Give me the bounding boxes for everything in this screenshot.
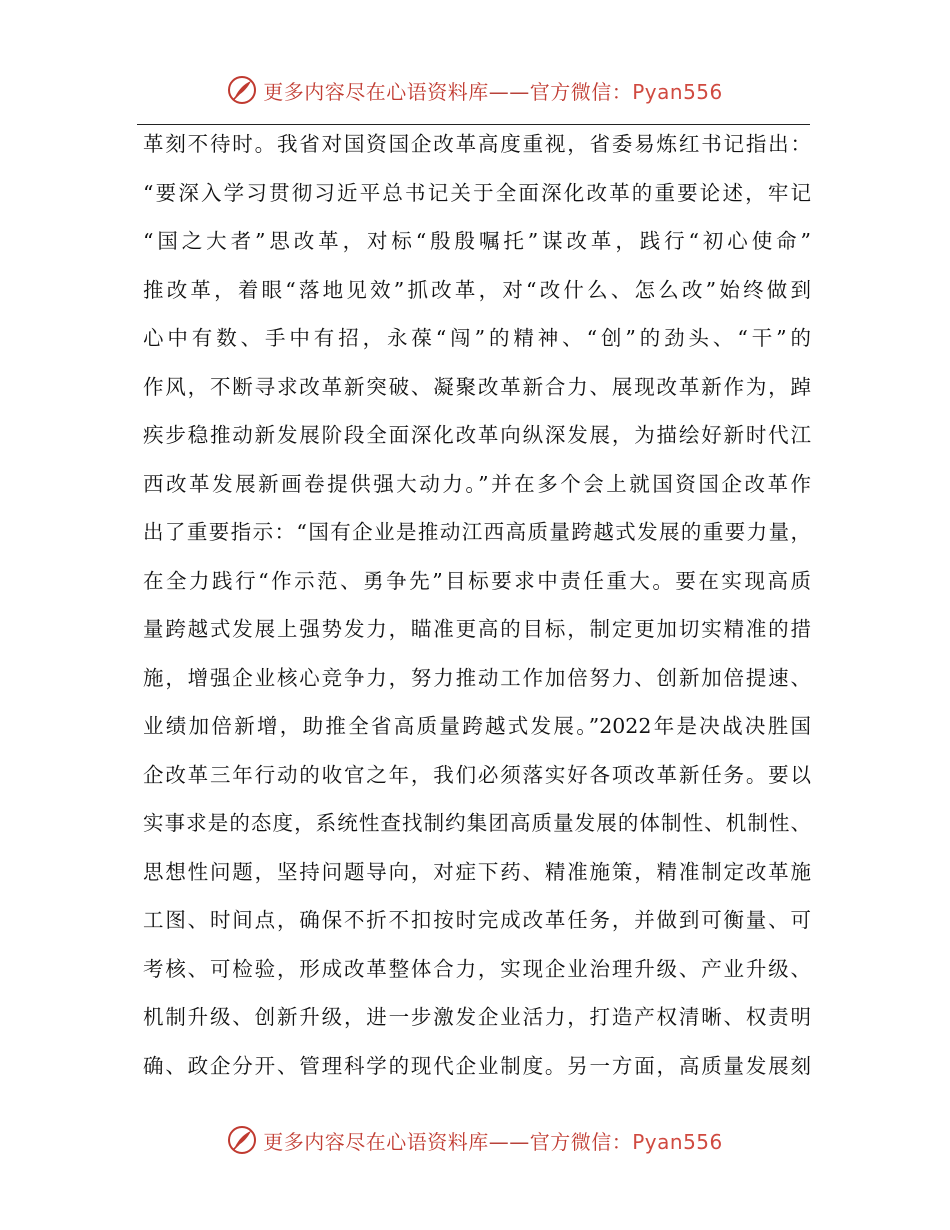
- body-line: 出了重要指示：“国有企业是推动江西高质量跨越式发展的重要力量，: [143, 520, 811, 544]
- banner-separator: ——: [488, 79, 530, 104]
- banner-text: [263, 1126, 723, 1155]
- body-line: 疾步稳推动新发展阶段全面深化改革向纵深发展，为描绘好新时代江: [143, 423, 811, 447]
- body-line: 在全力践行“作示范、勇争先”目标要求中责任重大。要在实现高质: [143, 568, 811, 593]
- banner-wechat-label: 官方微信：: [529, 1129, 633, 1154]
- header-banner: [0, 70, 950, 110]
- banner-wechat-label: 官方微信：: [529, 79, 633, 104]
- body-line: 作风，不断寻求改革新突破、凝聚改革新合力、展现改革新作为，踔: [143, 374, 811, 399]
- body-line: 革刻不待时。我省对国资国企改革高度重视，省委易炼红书记指出：: [143, 132, 811, 156]
- quill-logo-icon: [227, 75, 257, 105]
- banner-text: [263, 76, 723, 105]
- body-line: 企改革三年行动的收官之年，我们必须落实好各项改革新任务。要以: [143, 762, 811, 787]
- body-line: 西改革发展新画卷提供强大动力。”并在多个会上就国资国企改革作: [143, 471, 811, 496]
- body-line: 机制升级、创新升级，进一步激发企业活力，打造产权清晰、权责明: [143, 1005, 811, 1029]
- body-line: “要深入学习贯彻习近平总书记关于全面深化改革的重要论述，牢记: [143, 180, 811, 205]
- body-line: 业绩加倍新增，助推全省高质量跨越式发展。”2022年是决战决胜国: [143, 714, 811, 738]
- quill-logo-icon: [227, 1125, 257, 1155]
- body-line: 实事求是的态度，系统性查找制约集团高质量发展的体制性、机制性、: [143, 811, 811, 835]
- banner-slogan: 更多内容尽在心语资料库: [263, 79, 489, 104]
- banner-wechat-id: Pyan556: [632, 1129, 723, 1154]
- body-line: 推改革，着眼“落地见效”抓改革，对“改什么、怎么改”始终做到: [143, 277, 811, 302]
- body-line: 施，增强企业核心竞争力，努力推动工作加倍努力、创新加倍提速、: [143, 665, 811, 690]
- banner-separator: ——: [488, 1129, 530, 1154]
- body-line: “国之大者”思改革，对标“殷殷嘱托”谋改革，践行“初心使命”: [143, 229, 811, 253]
- body-line: 心中有数、手中有招，永葆“闯”的精神、“创”的劲头、“干”的: [143, 326, 811, 350]
- body-line: 确、政企分开、管理科学的现代企业制度。另一方面，高质量发展刻: [143, 1053, 811, 1078]
- footer-banner: [0, 1120, 950, 1160]
- banner-slogan: 更多内容尽在心语资料库: [263, 1129, 489, 1154]
- body-line: 量跨越式发展上强势发力，瞄准更高的目标，制定更加切实精准的措: [143, 617, 811, 641]
- body-line: 考核、可检验，形成改革整体合力，实现企业治理升级、产业升级、: [143, 956, 811, 981]
- body-line: 思想性问题，坚持问题导向，对症下药、精准施策，精准制定改革施: [143, 859, 811, 884]
- document-body: [143, 124, 811, 1094]
- body-line: 工图、时间点，确保不折不扣按时完成改革任务，并做到可衡量、可: [143, 908, 811, 932]
- banner-wechat-id: Pyan556: [632, 79, 723, 104]
